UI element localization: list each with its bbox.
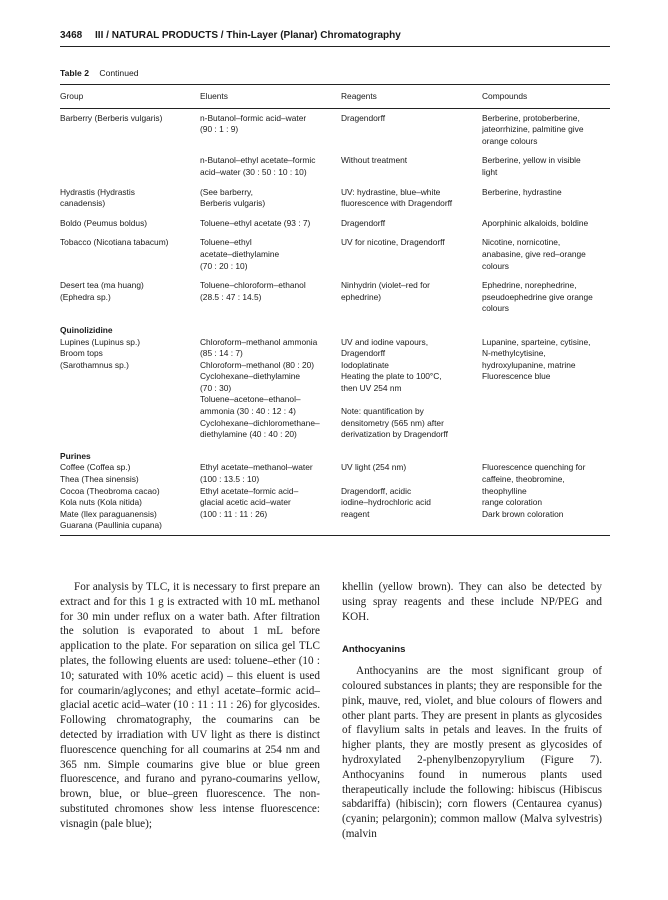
running-title: III / NATURAL PRODUCTS / Thin-Layer (Planar) Chromatography xyxy=(95,30,401,41)
cell-group: Tobacco (Nicotiana tabacum) xyxy=(60,237,169,248)
header-reagents: Reagents xyxy=(341,91,377,101)
cell-group: Lupines (Lupinus sp.) Broom tops (Sarothamnus sp.) xyxy=(60,336,141,370)
cell-reagents: UV light (254 nm) Dragendorff, acidic iodine–hydrochloric acid reagent xyxy=(341,462,431,519)
cell-reagents: UV and iodine vapours, Dragendorff Iodoplatinate Heating the plate to 100°C, then UV 254 nm Note: quantification by densitometry (565 nm) after derivatization by Dragendorff xyxy=(341,336,448,440)
data-table xyxy=(60,84,610,536)
cell-compounds: Lupanine, sparteine, cytisine, N-methylcytisine, hydroxylupanine, matrine Fluorescence blue xyxy=(482,336,591,382)
cell-group: Boldo (Peumus boldus) xyxy=(60,217,148,228)
cell-group: Desert tea (ma huang) (Ephedra sp.) xyxy=(60,280,144,302)
cell-eluents: (See barberry, Berberis vulgaris) xyxy=(200,186,266,209)
cell-compounds: Berberine, protoberberine, jateorrhizine, palmitine give orange colours xyxy=(482,112,584,146)
cell-reagents: Without treatment xyxy=(341,155,408,166)
cell-reagents: Ninhydrin (violet–red for ephedrine) xyxy=(341,280,430,302)
cell-eluents: Toluene–ethyl acetate–diethylamine (70 : 20 : 10) xyxy=(200,237,280,271)
cell-eluents: Ethyl acetate–methanol–water (100 : 13.5 : 10) Ethyl acetate–formic acid– glacial acetic acid–water (100 : 11 : 11 : 26) xyxy=(200,462,313,519)
table-row xyxy=(60,280,610,315)
cell-group: Barberry (Berberis vulgaris) xyxy=(60,112,163,123)
cell-group: Coffee (Coffea sp.) Thea (Thea sinensis) Cocoa (Theobroma cacao) Kola nuts (Kola nitida) Mate (Ilex paraguanensis) Guarana (Paullinia cupana) xyxy=(60,462,162,531)
table-row xyxy=(60,155,610,178)
table-label-note: Continued xyxy=(99,68,139,78)
page-number: 3468 xyxy=(60,30,83,41)
cell-eluents: n-Butanol–formic acid–water (90 : 1 : 9) xyxy=(200,112,307,135)
cell-compounds: Berberine, hydrastine xyxy=(482,186,562,197)
header-rule xyxy=(60,46,610,47)
cell-eluents: Chloroform–methanol ammonia (85 : 14 : 7) Chloroform–methanol (80 : 20) Cyclohexane–diethylamine (70 : 30) Toluene–acetone–ethanol– ammonia (30 : 40 : 12 : 4) Cyclohexane–dichloromethane– diethylamine (40 : 40 : 20) xyxy=(200,336,320,440)
continuation-paragraph: khellin (yellow brown). They can also be detected by using spray reagents and these include NP/PEG and KOH. xyxy=(342,581,602,623)
running-header xyxy=(60,30,610,41)
cell-group xyxy=(60,155,200,178)
section-title: Quinolizidine xyxy=(60,324,113,335)
right-column xyxy=(342,580,602,842)
anthocyanins-paragraph: Anthocyanins are the most significant group of coloured substances in plants; they are responsible for the pink, mauve, red, violet, and blue colours of flowers and other plant parts. They are present in plants as glycosides of flavylium salts in petals and leaves. In the fruits of higher plants, they are mostly present as glycosides of hydroxylated 2-phenylbenzopyrylium (Figure 7). Anthocyanins found in numerous plants used therapeutically include the following: hibiscus (Hibiscus sabdariffa) (hibiscin); corn flowers (Centaurea cyanus) (cyanin; pelargonin); common mallow (Malva sylvestris) (malvin xyxy=(342,665,602,840)
cell-compounds: Berberine, yellow in visible light xyxy=(482,155,581,177)
header-group: Group xyxy=(60,91,84,101)
section-heading: Anthocyanins xyxy=(342,644,406,656)
cell-compounds: Ephedrine, norephedrine, pseudoephedrine give orange colours xyxy=(482,280,593,314)
header-eluents: Eluents xyxy=(200,91,228,101)
table-row xyxy=(60,187,610,210)
table-label: Table 2 xyxy=(60,68,89,78)
table-body xyxy=(60,109,610,536)
section-title: Purines xyxy=(60,450,91,461)
cell-compounds: Nicotine, nornicotine, anabasine, give red–orange colours xyxy=(482,237,586,271)
cell-reagents: Dragendorff xyxy=(341,112,386,123)
coumarin-paragraph: For analysis by TLC, it is necessary to first prepare an extract and for this 1 g is extracted with 10 mL methanol for 30 min under reflux on a water bath. After filtration the solution is evaporated to about 1 mL before application to the plate. For separation on silica gel TLC plates, the following eluents are used: toluene–ether (10 : 10; saturated with 10% acetic acid) – this eluent is used for coumarin/aglycones; and ethyl acetate–formic acid–glacial acetic acid–water (10 : 11 : 11 : 26) for glycosides. Following chromatography, the coumarins can be detected by irradiation with UV light as there is distinct fluorescence quenching for all coumarins at 254 nm and 365 nm. Simple coumarins give blue or blue green fluorescence, and furano and pyrano-coumarins yellow, brown, blue, or blue–green fluorescence. The non-substituted chromones show less intense fluorescence: visnagin (pale blue); xyxy=(60,581,320,830)
cell-reagents: Dragendorff xyxy=(341,217,386,228)
cell-group: Hydrastis (Hydrastis canadensis) xyxy=(60,186,135,209)
table-row xyxy=(60,462,610,532)
cell-compounds: Fluorescence quenching for caffeine, theobromine, theophylline range coloration Dark brown coloration xyxy=(482,462,586,519)
cell-reagents: UV for nicotine, Dragendorff xyxy=(341,237,445,248)
table-row xyxy=(60,337,610,441)
header-compounds: Compounds xyxy=(482,91,528,101)
cell-compounds: Aporphinic alkaloids, boldine xyxy=(482,217,589,228)
table-header-row xyxy=(60,84,610,109)
table-row xyxy=(60,113,610,148)
left-column xyxy=(60,580,320,832)
cell-eluents: n-Butanol–ethyl acetate–formic acid–water (30 : 50 : 10 : 10) xyxy=(200,155,316,177)
cell-eluents: Toluene–chloroform–ethanol (28.5 : 47 : 14.5) xyxy=(200,280,306,302)
table-row xyxy=(60,218,610,230)
table-caption xyxy=(60,68,139,78)
cell-reagents: UV: hydrastine, blue–white fluorescence with Dragendorff xyxy=(341,186,453,209)
cell-eluents: Toluene–ethyl acetate (93 : 7) xyxy=(200,217,311,228)
table-row xyxy=(60,237,610,272)
